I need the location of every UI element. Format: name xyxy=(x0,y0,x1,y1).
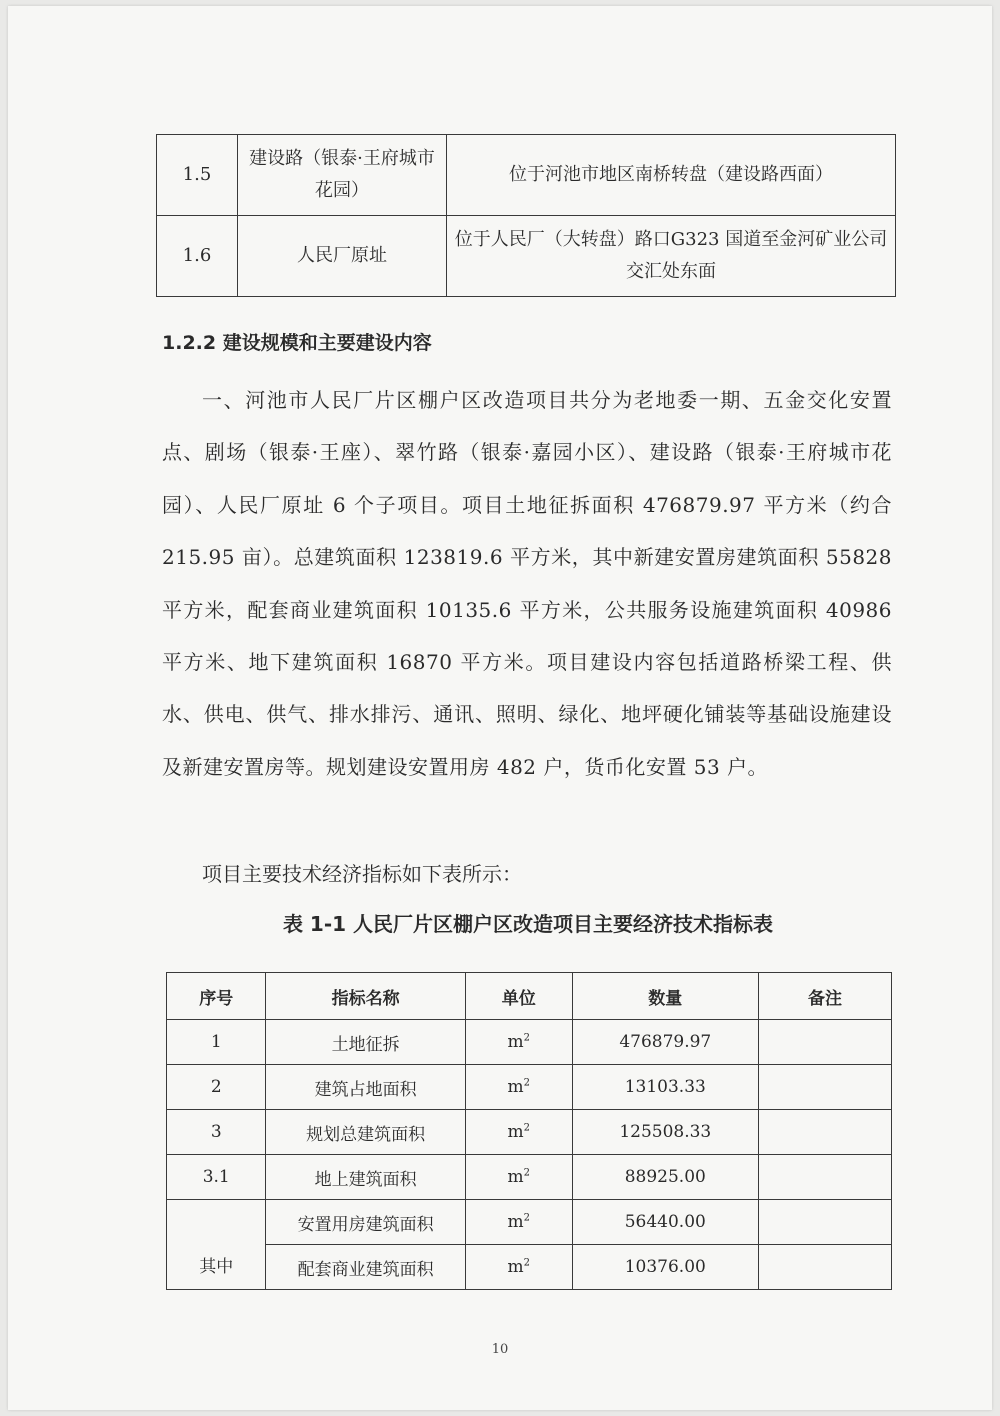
quantity-cell: 13103.33 xyxy=(572,1065,758,1110)
row-number: 3 xyxy=(167,1110,266,1155)
header-cell: 序号 xyxy=(167,973,266,1020)
row-number: 1 xyxy=(167,1020,266,1065)
row-number: 1.5 xyxy=(157,135,238,216)
indicator-name: 地上建筑面积 xyxy=(266,1155,465,1200)
indicator-name: 配套商业建筑面积 xyxy=(266,1245,465,1290)
indicator-name: 安置用房建筑面积 xyxy=(266,1200,465,1245)
header-cell: 单位 xyxy=(465,973,572,1020)
table-intro: 项目主要技术经济指标如下表所示： xyxy=(202,862,522,886)
header-cell: 数量 xyxy=(572,973,758,1020)
indicator-name: 规划总建筑面积 xyxy=(266,1110,465,1155)
subproject-name: 建设路（银泰·王府城市花园） xyxy=(238,135,447,216)
remark-cell xyxy=(758,1155,891,1200)
unit-cell: $m^2$ xyxy=(465,1245,572,1290)
table-row xyxy=(167,1020,892,1065)
quantity-cell: 125508.33 xyxy=(572,1110,758,1155)
table-row xyxy=(157,135,896,216)
unit-cell: $m^2$ xyxy=(465,1155,572,1200)
remark-cell xyxy=(758,1110,891,1155)
row-number: 2 xyxy=(167,1065,266,1110)
header-cell: 指标名称 xyxy=(266,973,465,1020)
quantity-cell: 88925.00 xyxy=(572,1155,758,1200)
table-row xyxy=(167,1110,892,1155)
unit-cell: $m^2$ xyxy=(465,1020,572,1065)
location-table xyxy=(156,134,896,297)
subproject-name: 人民厂原址 xyxy=(238,216,447,297)
subproject-location: 位于人民厂（大转盘）路口G323 国道至金河矿业公司交汇处东面 xyxy=(447,216,896,297)
section-heading: 1.2.2 建设规模和主要建设内容 xyxy=(162,332,432,354)
remark-cell xyxy=(758,1020,891,1065)
quantity-cell: 56440.00 xyxy=(572,1200,758,1245)
indicator-table xyxy=(166,972,892,1290)
unit-cell: $m^2$ xyxy=(465,1110,572,1155)
table-caption: 表 1-1 人民厂片区棚户区改造项目主要经济技术指标表 xyxy=(282,912,774,936)
sub-label: 其中 xyxy=(167,1200,266,1290)
row-number: 3.1 xyxy=(167,1155,266,1200)
page-number: 10 xyxy=(491,1342,509,1357)
table-header-row xyxy=(167,973,892,1020)
subproject-location: 位于河池市地区南桥转盘（建设路西面） xyxy=(447,135,896,216)
remark-cell xyxy=(758,1065,891,1110)
unit-cell: $m^2$ xyxy=(465,1200,572,1245)
table-row xyxy=(167,1245,892,1290)
quantity-cell: 476879.97 xyxy=(572,1020,758,1065)
unit-cell: $m^2$ xyxy=(465,1065,572,1110)
table-row xyxy=(167,1065,892,1110)
table-row xyxy=(167,1200,892,1245)
row-number: 1.6 xyxy=(157,216,238,297)
indicator-name: 建筑占地面积 xyxy=(266,1065,465,1110)
remark-cell xyxy=(758,1200,891,1245)
document-page xyxy=(8,6,992,1410)
indicator-name: 土地征拆 xyxy=(266,1020,465,1065)
body-paragraph: 一、河池市人民厂片区棚户区改造项目共分为老地委一期、五金交化安置点、剧场（银泰·王座）、翠竹路（银泰·嘉园小区）、建设路（银泰·王府城市花园）、人民厂原址 6 个子项目。项目土地征拆面积 476879.97 平方米（约合 215.95 亩）。总建筑面积 123819.6 平方米，其中新建安置房建筑面积 55828 平方米，配套商业建筑面积 10135.6 平方米，公共服务设施建筑面积 40986 平方米、地下建筑面积 16870 平方米。项目建设内容包括道路桥梁工程、供水、供电、供气、排水排污、通讯、照明、绿化、地坪硬化铺装等基础设施建设及新建安置房等。规划建设安置用房 482 户，货币化安置 53 户。 xyxy=(162,388,892,779)
header-cell: 备注 xyxy=(758,973,891,1020)
quantity-cell: 10376.00 xyxy=(572,1245,758,1290)
remark-cell xyxy=(758,1245,891,1290)
table-row xyxy=(157,216,896,297)
table-row xyxy=(167,1155,892,1200)
